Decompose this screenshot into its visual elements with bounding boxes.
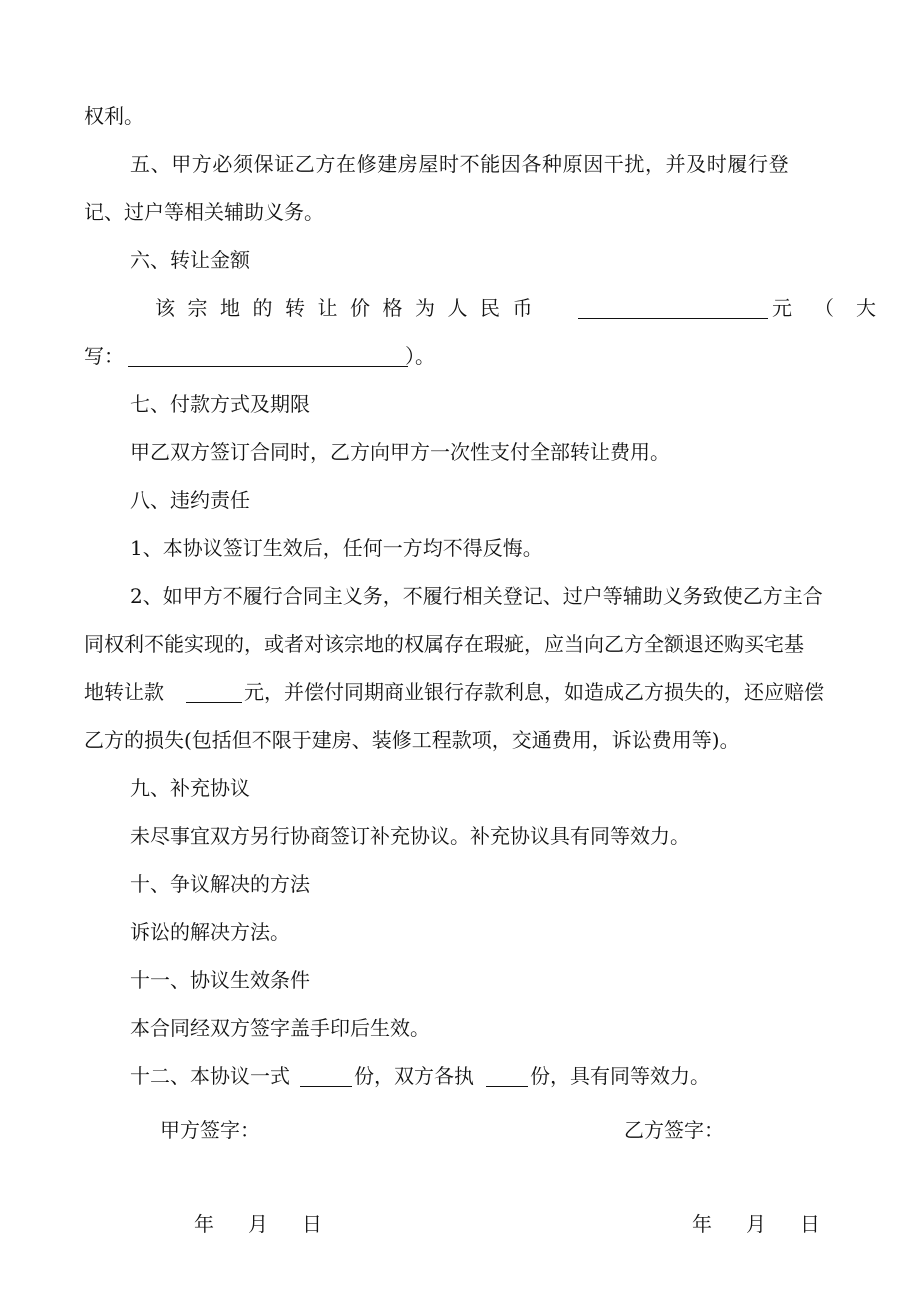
party-a-signature-label: 甲方签字： [160,1118,260,1142]
clause-11-heading: 十一、协议生效条件 [130,968,310,992]
party-b-year-label: 年 [692,1212,712,1236]
copies-each-label: 份，双方各执 [354,1064,474,1088]
paragraph-line: 乙方的损失(包括但不限于建房、装修工程款项，交通费用，诉讼费用等)。 [84,728,740,752]
clause-10-heading: 十、争议解决的方法 [130,872,310,896]
party-a-year-label: 年 [194,1212,214,1236]
clause-6-heading: 六、转让金额 [130,248,250,272]
price-unit: 元（大 [772,296,898,320]
clause-9-heading: 九、补充协议 [130,776,250,800]
paragraph-line: 同权利不能实现的，或者对该宗地的权属存在瑕疵，应当向乙方全额退还购买宅基 [84,632,804,656]
clause-5-heading: 五、甲方必须保证乙方在修建房屋时不能因各种原因干扰，并及时履行登 [130,152,790,176]
price-line [155,296,545,320]
paragraph-line: 诉讼的解决方法。 [130,920,290,944]
price-blank[interactable] [578,296,768,319]
party-b-day-label: 日 [800,1212,820,1236]
paragraph-line: 未尽事宜双方另行协商签订补充协议。补充协议具有同等效力。 [130,824,690,848]
price-capital-label: 写： [84,344,124,368]
refund-blank[interactable] [186,680,242,703]
paragraph-line: 本合同经双方签字盖手印后生效。 [130,1016,430,1040]
party-a-day-label: 日 [302,1212,322,1236]
price-capital-blank[interactable] [128,344,408,367]
paragraph-line: 份，具有同等效力。 [530,1064,710,1088]
party-b-signature-label: 乙方签字： [624,1118,724,1142]
price-label: 该宗地的转让价格为人民币 [155,296,545,320]
paragraph-line: 甲乙双方签订合同时，乙方向甲方一次性支付全部转让费用。 [130,440,670,464]
clause-7-heading: 七、付款方式及期限 [130,392,310,416]
paragraph-line: 记、过户等相关辅助义务。 [84,200,324,224]
paragraph-line: 1、本协议签订生效后，任何一方均不得反悔。 [130,536,543,560]
party-a-month-label: 月 [248,1212,268,1236]
paragraph-line: 权利。 [84,104,144,128]
copies-label: 十二、本协议一式 [130,1064,290,1088]
paragraph-line: 元，并偿付同期商业银行存款利息，如造成乙方损失的，还应赔偿 [244,680,824,704]
paragraph-line: 2、如甲方不履行合同主义务，不履行相关登记、过户等辅助义务致使乙方主合 [130,584,823,608]
price-capital-close: ）。 [405,344,435,368]
party-b-month-label: 月 [746,1212,766,1236]
copies-each-blank[interactable] [486,1064,528,1087]
refund-label: 地转让款 [84,680,164,704]
clause-8-heading: 八、违约责任 [130,488,250,512]
copies-total-blank[interactable] [300,1064,352,1087]
